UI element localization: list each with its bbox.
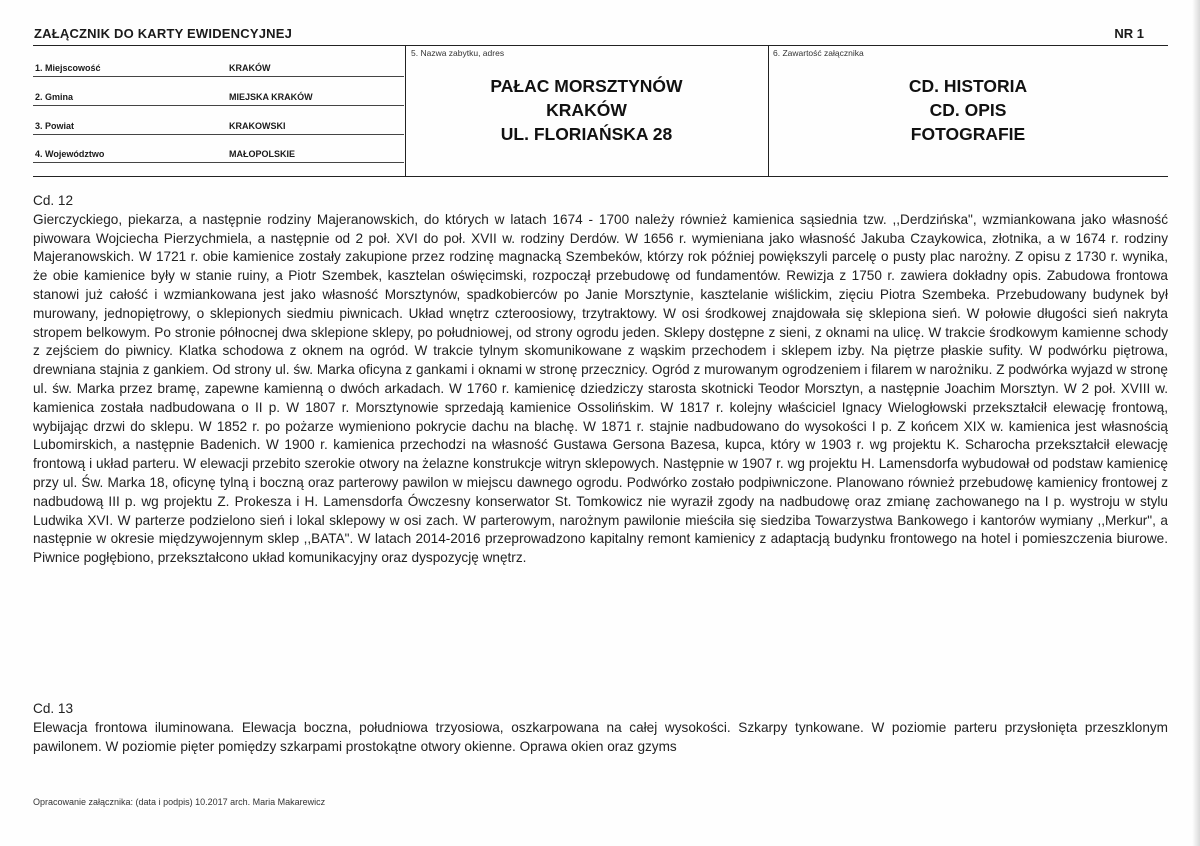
section-history (33, 192, 1168, 568)
attachment-contents (768, 74, 1168, 146)
prepared-by-footer: Opracowanie załącznika: (data i podpis) 10.2017 arch. Maria Makarewicz (33, 797, 326, 807)
header-table (33, 45, 1168, 177)
monument-field-label: 5. Nazwa zabytku, adres (411, 48, 505, 58)
location-value: MIEJSKA KRAKÓW (229, 92, 313, 102)
document-title: ZAŁĄCZNIK DO KARTY EWIDENCYJNEJ (34, 26, 293, 41)
contents-line: CD. HISTORIA (908, 76, 1028, 96)
location-row (33, 54, 404, 77)
monument-line: KRAKÓW (546, 100, 627, 120)
section-heading: Cd. 12 (33, 193, 74, 208)
scan-edge (1192, 0, 1200, 846)
monument-line: UL. FLORIAŃSKA 28 (500, 124, 673, 144)
contents-field-label: 6. Zawartość załącznika (773, 48, 864, 58)
location-row (33, 83, 404, 106)
monument-line: PAŁAC MORSZTYNÓW (490, 76, 683, 96)
location-label: 3. Powiat (35, 121, 75, 131)
section-body: Gierczyckiego, piekarza, a następnie rodziny Majeranowskich, do których w latach 1674 - 1700 należy również kamienica sąsiednia tzw. ,,Derdzińska", wzmiankowana jako własność piwowara Wojciecha Pierzychmiela, a następnie od 2 poł. XVI do poł. XVII w. rodziny Derdów. W 1656 r. wymieniana jako własność Jakuba Czaykowica, złotnika, a w 1674 r. rodziny Majeranowskich. W 1721 r. obie kamienice zostały zakupione przez rodzinę magnacką Szembeków, którzy rok później powiększyli parcelę o pusty plac narożny. Z opisu z 1730 r. wynika, że obie kamienice były w stanie ruiny, a Piotr Szembek, kasztelan oświęcimski, rozpoczął przebudowę od fundamentów. Rewizja z 1750 r. zawiera dokładny opis. Zabudowa frontowa stanowi już całość i wzmiankowana jest jako własność Morsztynów, spadkobierców po Janie Morsztynie, kasztelanie wiślickim, zięciu Piotra Szembeka. Przebudowany budynek był murowany, jednopiętrowy, o sklepionych siedmiu piwnicach. Układ wnętrz czteroosiowy, trzytraktowy. W osi środkowej znajdowała się sklepiona sień. W połowie długości sień nakryta stropem belkowym. Po stronie północnej dwa sklepione sklepy, po południowej, od strony ogrodu jeden. Sklepy dostępne z sieni, z oknami na ulicę. W trakcie środkowym kamienne schody z zejściem do piwnicy. Klatka schodowa z oknem na ogród. W trakcie tylnym skomunikowane z wąskim przechodem i sklepem izby. Na piętrze płaskie sufity. W podwórku piętrowa, drewniana stajnia z gankiem. Od strony ul. św. Marka oficyna z gankami i oknami w stronę przecznicy. Ogród z murowanym ogrodzeniem i filarem w narożniku. Z podwórka wyjazd w stronę ul. św. Marka przez bramę, zapewne kamienną o dwóch arkadach. W 1760 r. kamienicę dziedziczy starosta skotnicki Teodor Morsztyn, a następnie Joachim Morsztyn. W 2 poł. XVIII w. kamienica została nadbudowana o II p. W 1807 r. Morsztynowie sprzedają kamienice Ossolińskim. W 1817 r. kolejny właściciel Ignacy Wielogłowski przekształcił elewację frontową, wybijając drzwi do sklepu. W 1852 r. po pożarze wymieniono pokrycie dachu na blachę. W 1871 r. stajnie nadbudowano do wysokości I p. Z końcem XIX w. kamienica jest własnością Lubomirskich, a następnie Badenich. W 1900 r. kamienica przechodzi na własność Gustawa Gersona Bazesa, kupca, który w 1903 r. wg projektu K. Scharocha przekształcił elewację frontową i układ parteru. W elewacji przebito szerokie otwory na żelazne konstrukcje witryn sklepowych. Następnie w 1907 r. wg projektu H. Lamensdorfa wybudował od podstaw kamienicę przy ul. Św. Marka 18, oficynę tylną i boczną oraz parterowy pawilon w miejscu dawnego ogrodu. Podwórko zostało podpiwniczone. Planowano również przebudowę kamienicy frontowej z nadbudową III p. wg projektu Z. Prokesza i H. Lamensdorfa Ówczesny konserwator St. Tomkowicz nie wyraził zgody na nadbudowę oraz zmianę zachowanego na I p. wystroju w stylu Ludwika XVI. W parterze podzielono sień i lokal sklepowy w osi zach. W parterowym, narożnym pawilonie mieściła się siedziba Towarzystwa Bankowego i kantorów wymiany ,,Merkur", a następnie w okresie międzywojennym sklep ,,BATA". W latach 2014-2016 przeprowadzono kapitalny remont kamienicy z adaptacją budynku frontowego na hotel i pomieszczenia biurowe. Piwnice pogłębiono, przekształcono układ komunikacyjny oraz dyspozycję wnętrz. (33, 211, 1168, 566)
contents-line: CD. OPIS (929, 100, 1007, 120)
location-value: KRAKÓW (229, 63, 271, 73)
location-row (33, 112, 404, 135)
document-number: NR 1 (1114, 26, 1144, 41)
monument-name (405, 74, 768, 146)
section-body: Elewacja frontowa iluminowana. Elewacja boczna, południowa trzyosiowa, oszkarpowana na całej wysokości. Szkarpy tynkowane. W poziomie parteru przysłonięta przeszklonym pawilonem. W poziomie pięter pomiędzy szkarpami prostokątne otwory okienne. Oprawa okien oraz gzyms (33, 719, 1168, 754)
section-heading: Cd. 13 (33, 701, 74, 716)
contents-line: FOTOGRAFIE (910, 124, 1026, 144)
location-label: 2. Gmina (35, 92, 74, 102)
location-label: 1. Miejscowość (35, 63, 101, 73)
section-description (33, 700, 1168, 756)
location-fields (33, 46, 404, 176)
location-value: KRAKOWSKI (229, 121, 286, 131)
location-value: MAŁOPOLSKIE (229, 149, 296, 159)
location-row (33, 140, 404, 163)
location-label: 4. Województwo (35, 149, 105, 159)
